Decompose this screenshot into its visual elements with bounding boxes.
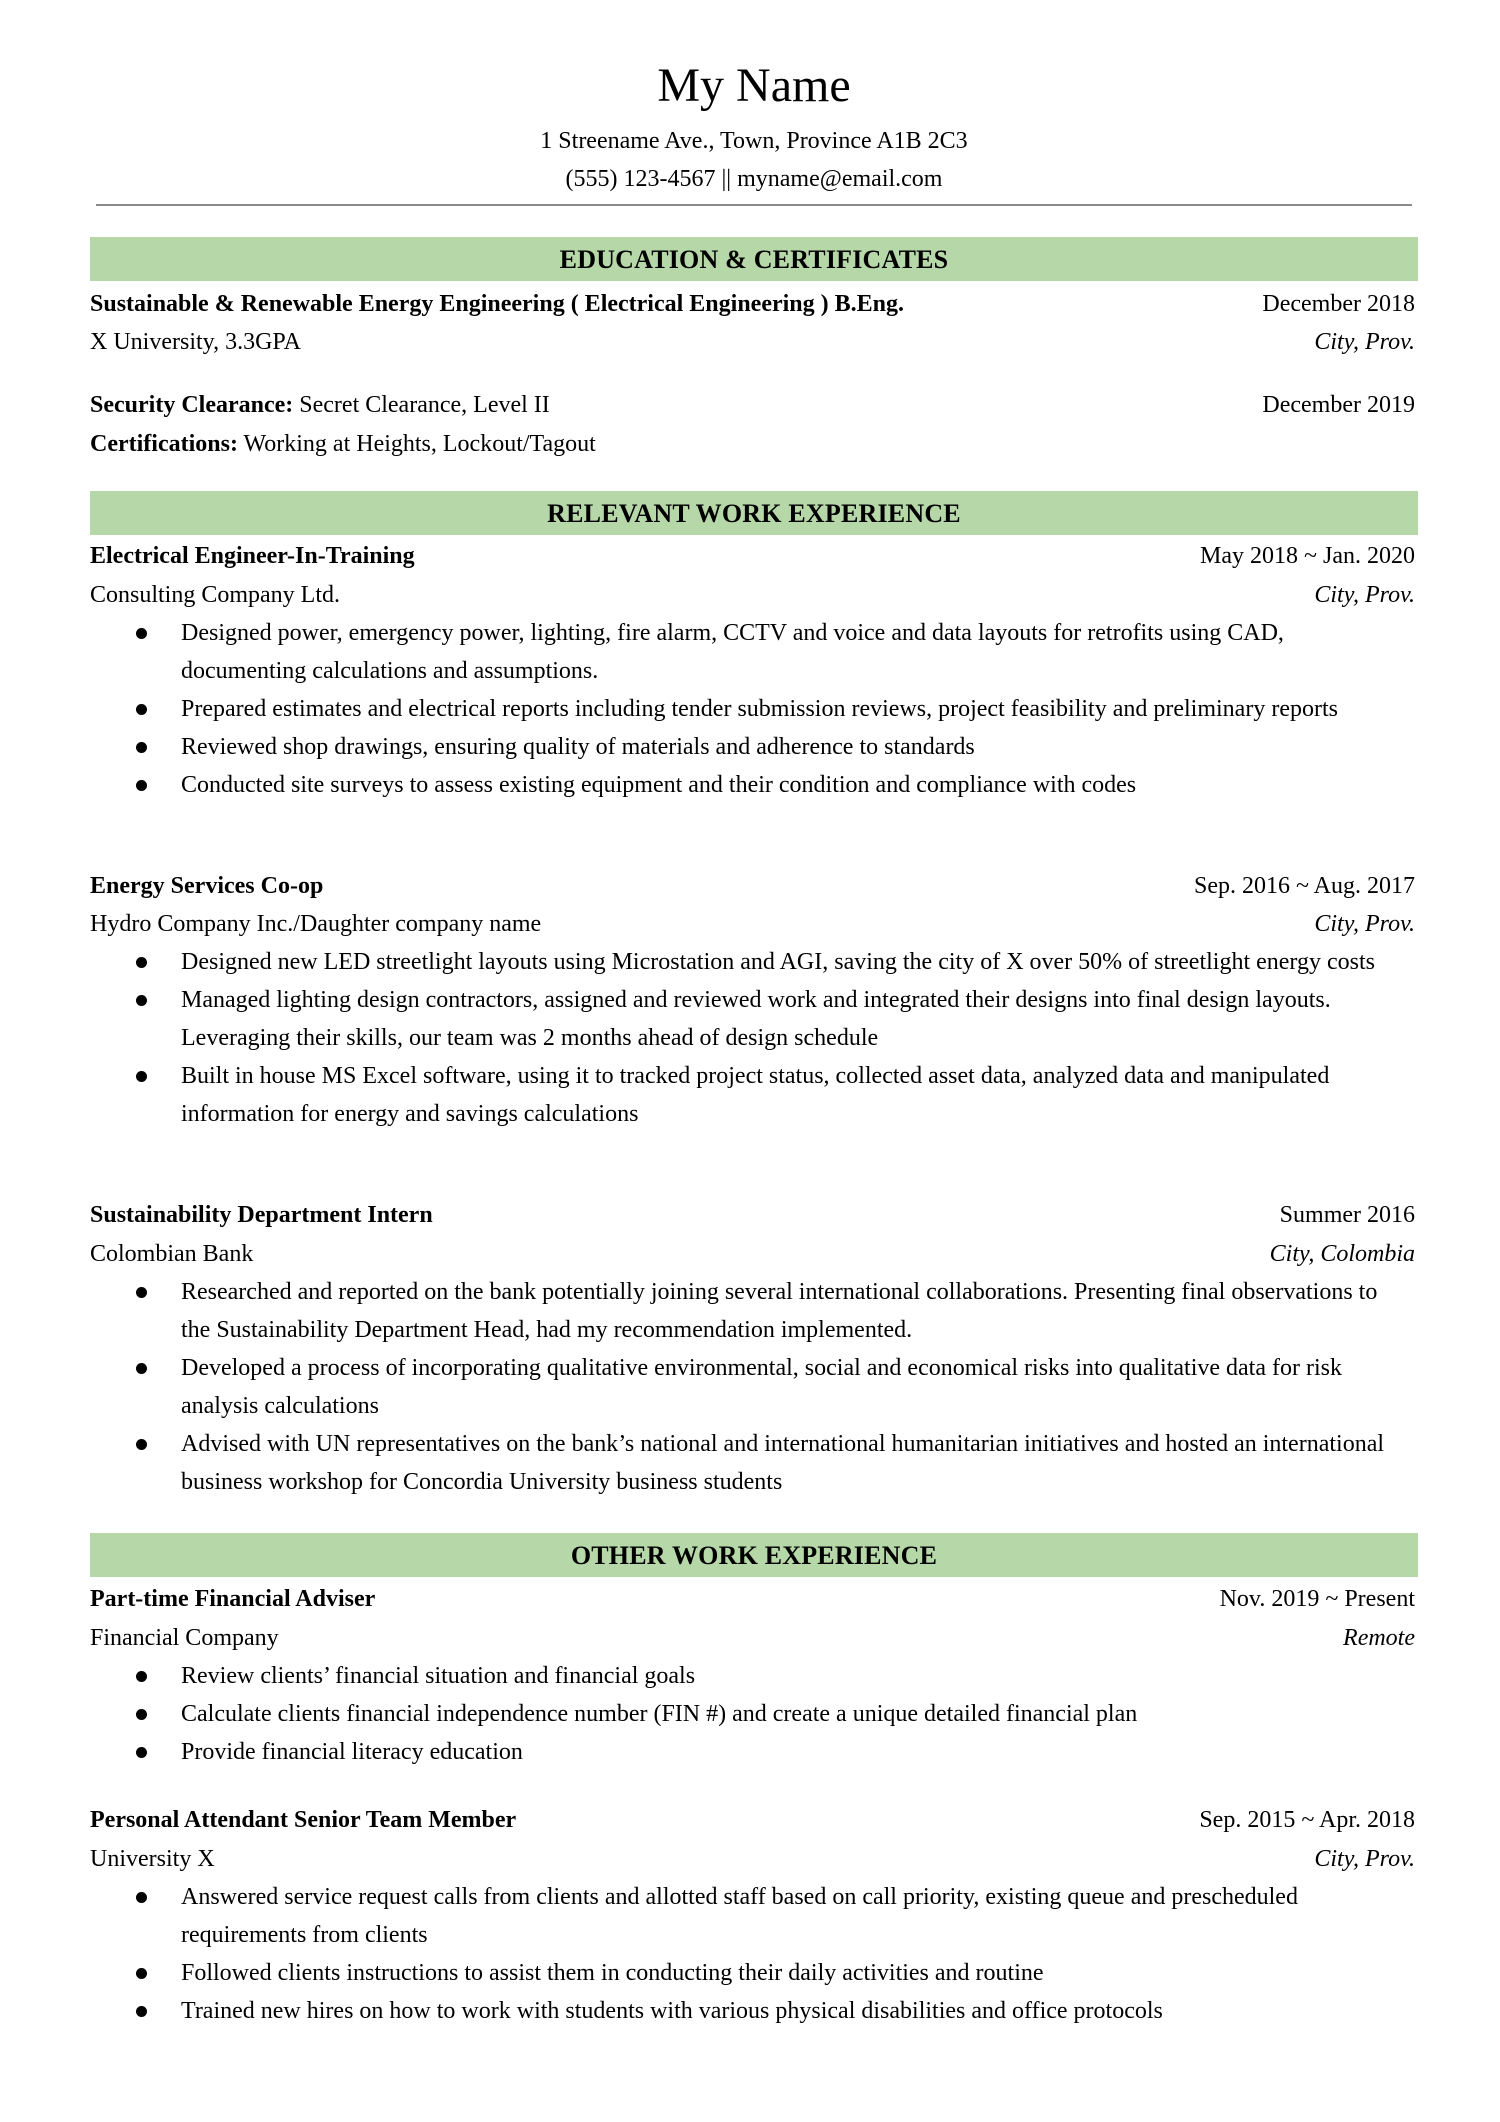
bullet-icon: [136, 1968, 147, 1979]
clearance-label: Security Clearance:: [90, 392, 294, 418]
job-dates: Nov. 2019 ~ Present: [1219, 1586, 1415, 1612]
school-row: [90, 323, 1415, 361]
bullet-icon: [136, 628, 147, 639]
job-title: Energy Services Co-op: [90, 873, 324, 899]
list-item: Answered service request calls from clients and allotted staff based on call priority, existing queue and prescheduled requirements from clients: [90, 1878, 1418, 1954]
bullet-icon: [136, 704, 147, 715]
section-header-education: EDUCATION & CERTIFICATES: [90, 237, 1418, 281]
job-bullets: [90, 1878, 1418, 2030]
list-item: Prepared estimates and electrical reports including tender submission reviews, project feasibility and preliminary reports: [90, 690, 1418, 728]
certifications: [90, 425, 596, 463]
list-item: Review clients’ financial situation and financial goals: [90, 1657, 1418, 1695]
list-item: Followed clients instructions to assist them in conducting their daily activities and routine: [90, 1954, 1418, 1992]
clearance-row: [90, 386, 1415, 424]
degree-row: [90, 285, 1415, 323]
bullet-icon: [136, 2006, 147, 2017]
job-title-row: [90, 1580, 1415, 1618]
bullet-icon: [136, 1287, 147, 1298]
degree-date: December 2018: [1262, 291, 1415, 317]
job-title-row: [90, 1196, 1415, 1234]
certifications-label: Certifications:: [90, 431, 238, 457]
bullet-icon: [136, 1709, 147, 1720]
job-company-row: [90, 905, 1415, 943]
address: 1 Streename Ave., Town, Province A1B 2C3: [540, 128, 968, 154]
bullet-icon: [136, 1439, 147, 1450]
bullet-icon: [136, 995, 147, 1006]
certifications-value: Working at Heights, Lockout/Tagout: [237, 431, 596, 457]
job-location: City, Prov.: [1314, 911, 1415, 937]
list-item: Trained new hires on how to work with students with various physical disabilities and office protocols: [90, 1992, 1418, 2030]
job-title-row: [90, 867, 1415, 905]
job-company-row: [90, 576, 1415, 614]
job-location: City, Prov.: [1314, 1846, 1415, 1872]
job-company-row: [90, 1619, 1415, 1657]
clearance-value: Secret Clearance, Level II: [293, 392, 550, 418]
job-company: University X: [90, 1846, 215, 1872]
clearance: [90, 386, 550, 424]
school-location: City, Prov.: [1314, 329, 1415, 355]
list-item: Calculate clients financial independence number (FIN #) and create a unique detailed financial plan: [90, 1695, 1418, 1733]
list-item: Reviewed shop drawings, ensuring quality of materials and adherence to standards: [90, 728, 1418, 766]
header-divider: [96, 204, 1412, 206]
job-location: City, Prov.: [1314, 582, 1415, 608]
job-company: Colombian Bank: [90, 1241, 254, 1267]
list-item: Researched and reported on the bank potentially joining several international collaborations. Presenting final observations to the Sustainability Department Head, had my recommendation implemented.: [90, 1273, 1418, 1349]
job-company: Consulting Company Ltd.: [90, 582, 341, 608]
job-title-row: [90, 1801, 1415, 1839]
job-company: Hydro Company Inc./Daughter company name: [90, 911, 542, 937]
job-title: Part-time Financial Adviser: [90, 1586, 376, 1612]
bullet-icon: [136, 1747, 147, 1758]
job-bullets: [90, 614, 1418, 804]
job-title: Sustainability Department Intern: [90, 1202, 433, 1228]
certifications-row: [90, 425, 1415, 463]
job-title: Personal Attendant Senior Team Member: [90, 1807, 517, 1833]
list-item: Built in house MS Excel software, using it to tracked project status, collected asset data, analyzed data and manipulated information for energy and savings calculations: [90, 1057, 1418, 1133]
candidate-name: My Name: [657, 59, 851, 112]
bullet-icon: [136, 1671, 147, 1682]
list-item: Designed power, emergency power, lighting, fire alarm, CCTV and voice and data layouts for retrofits using CAD, documenting calculations and assumptions.: [90, 614, 1418, 690]
list-item: Designed new LED streetlight layouts using Microstation and AGI, saving the city of X over 50% of streetlight energy costs: [90, 943, 1418, 981]
list-item: Managed lighting design contractors, assigned and reviewed work and integrated their designs into final design layouts. Leveraging their skills, our team was 2 months ahead of design schedule: [90, 981, 1418, 1057]
job-location: Remote: [1343, 1625, 1415, 1651]
job-bullets: [90, 1657, 1418, 1771]
list-item: Advised with UN representatives on the bank’s national and international humanitarian initiatives and hosted an international business workshop for Concordia University business students: [90, 1425, 1418, 1501]
job-bullets: [90, 943, 1418, 1133]
bullet-icon: [136, 957, 147, 968]
job-company: Financial Company: [90, 1625, 279, 1651]
clearance-date: December 2019: [1262, 392, 1415, 418]
school-name: X University, 3.3GPA: [90, 329, 301, 355]
bullet-icon: [136, 742, 147, 753]
contact-info: (555) 123-4567 || myname@email.com: [565, 166, 943, 192]
bullet-icon: [136, 1071, 147, 1082]
section-header-other-experience: OTHER WORK EXPERIENCE: [90, 1533, 1418, 1577]
job-company-row: [90, 1235, 1415, 1273]
list-item: Conducted site surveys to assess existing equipment and their condition and compliance with codes: [90, 766, 1418, 804]
list-item: Provide financial literacy education: [90, 1733, 1418, 1771]
job-dates: Sep. 2015 ~ Apr. 2018: [1199, 1807, 1415, 1833]
job-title: Electrical Engineer-In-Training: [90, 543, 415, 569]
job-bullets: [90, 1273, 1418, 1501]
job-title-row: [90, 537, 1415, 575]
job-company-row: [90, 1840, 1415, 1878]
job-dates: May 2018 ~ Jan. 2020: [1200, 543, 1415, 569]
job-dates: Sep. 2016 ~ Aug. 2017: [1194, 873, 1415, 899]
bullet-icon: [136, 1892, 147, 1903]
degree-name: Sustainable & Renewable Energy Engineering ( Electrical Engineering ) B.Eng.: [90, 291, 904, 317]
job-location: City, Colombia: [1269, 1241, 1415, 1267]
list-item: Developed a process of incorporating qualitative environmental, social and economical risks into qualitative data for risk analysis calculations: [90, 1349, 1418, 1425]
section-header-relevant-experience: RELEVANT WORK EXPERIENCE: [90, 491, 1418, 535]
job-dates: Summer 2016: [1279, 1202, 1415, 1228]
bullet-icon: [136, 1363, 147, 1374]
bullet-icon: [136, 780, 147, 791]
